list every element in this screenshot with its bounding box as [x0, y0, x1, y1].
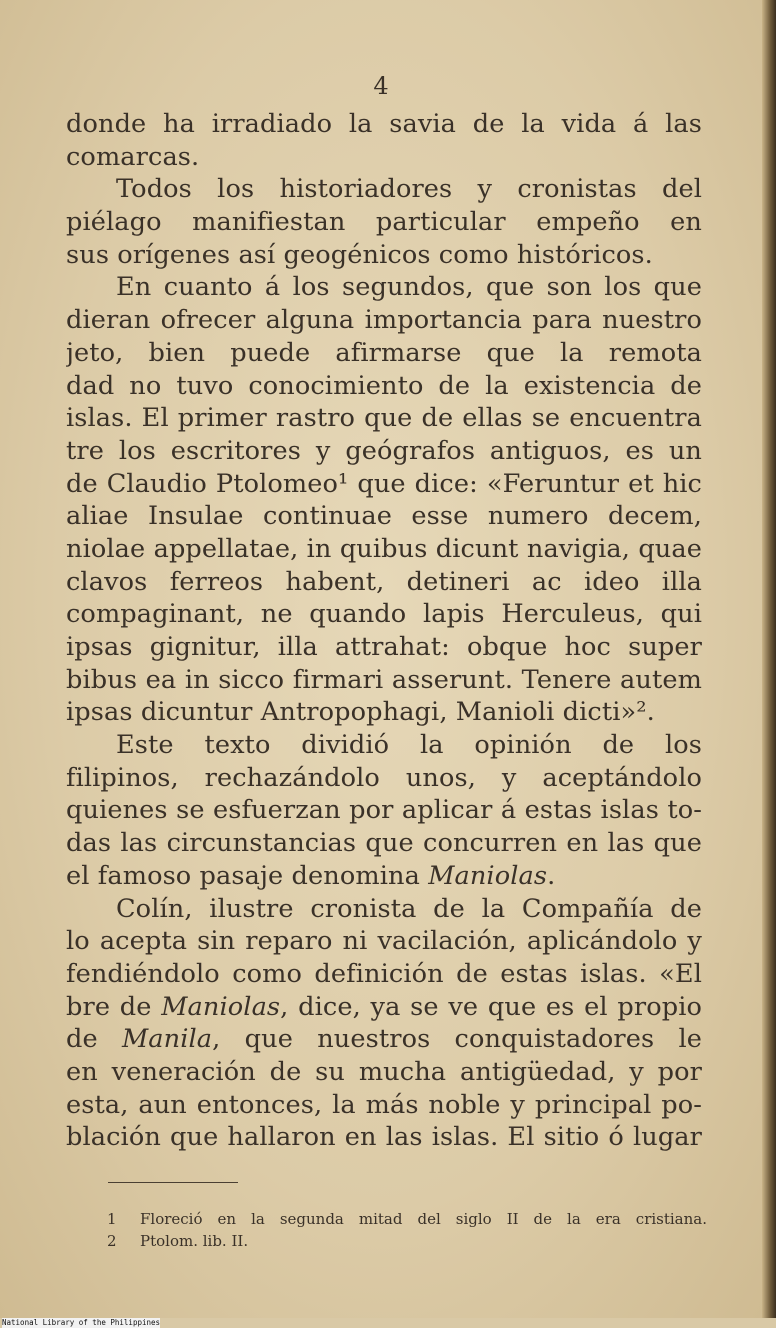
text-line-content: aliae Insulae continuae esse numero decem,: [66, 501, 702, 532]
text-line-content: ipsas dicuntur Antropophagi, Manioli dicti»².: [66, 697, 655, 728]
text-line: [66, 271, 702, 304]
text-line-content: niolae appellatae, in quibus dicunt navigia, quae: [66, 533, 702, 564]
text-line-content: bre de: [66, 991, 152, 1022]
text-line-content: bibus ea in sicco firmari asserunt. Tenere autem: [66, 664, 702, 695]
text-line-content: de: [66, 1024, 98, 1055]
text-line-content: Colín, ilustre cronista de la Compañía de: [116, 893, 702, 924]
footnote-text: Ptolom. lib. II.: [140, 1232, 249, 1250]
text-line-content: comarcas.: [66, 141, 200, 172]
text-line: [66, 468, 702, 501]
footnotes: [107, 1208, 707, 1252]
italic-word: Manila: [121, 1024, 213, 1055]
text-line: [66, 402, 702, 435]
text-line: [66, 794, 702, 827]
text-line-content: lo acepta sin reparo ni vacilación, aplicándolo y: [66, 926, 702, 957]
text-line: [66, 239, 702, 272]
text-line-content: piélago manifiestan particular empeño en: [66, 207, 702, 238]
text-line: [66, 664, 702, 697]
text-line: [66, 631, 702, 664]
text-line: [66, 108, 702, 141]
text-line: [66, 696, 702, 729]
footnote: [107, 1208, 707, 1230]
book-spine-edge: [762, 0, 776, 1318]
page-number: 4: [373, 72, 389, 100]
text-line-tail: , que nuestros conquistadores le: [212, 1024, 702, 1055]
text-line-content: islas. El primer rastro que de ellas se encuentra: [66, 403, 702, 434]
text-line: [66, 1089, 702, 1122]
text-line-content: clavos ferreos habent, detineri ac ideo illa: [66, 566, 702, 597]
library-watermark-label: National Library of the Philippines: [2, 1318, 161, 1327]
text-line-content: sus orígenes así geogénicos como históricos.: [66, 239, 653, 270]
text-line-content: Todos los historiadores y cronistas del: [116, 174, 702, 205]
text-line: [66, 991, 702, 1024]
text-line: [66, 598, 702, 631]
text-line: [66, 500, 702, 533]
text-line-content: en veneración de su mucha antigüedad, y por: [66, 1056, 702, 1087]
text-line: [66, 337, 702, 370]
text-line: [66, 860, 702, 893]
footnote-text: Floreció en la segunda mitad del siglo II de la era cristiana.: [140, 1210, 707, 1228]
text-line-content: fendiéndolo como definición de estas islas. «El: [66, 958, 702, 989]
text-line-content: dieran ofrecer alguna importancia para nuestro: [66, 305, 702, 336]
italic-word: Maniolas: [428, 860, 548, 891]
text-line: [66, 729, 702, 762]
text-line: [66, 435, 702, 468]
text-line-content: dad no tuvo conocimiento de la existencia de: [66, 370, 702, 401]
text-line-tail: , dice, ya se ve que es el propio: [280, 991, 702, 1022]
text-line: [66, 566, 702, 599]
text-line-content: blación que hallaron en las islas. El sitio ó lugar: [66, 1122, 702, 1153]
text-line: [66, 206, 702, 239]
footnote-separator: [108, 1182, 238, 1183]
text-line: [66, 925, 702, 958]
text-line: [66, 1023, 702, 1056]
text-line: [66, 1056, 702, 1089]
text-line-content: das las circunstancias que concurren en las que: [66, 828, 702, 859]
text-line-content: Este texto dividió la opinión de los: [116, 730, 702, 761]
text-line: [66, 958, 702, 991]
text-line-content: En cuanto á los segundos, que son los que: [116, 272, 702, 303]
text-line-content: tre los escritores y geógrafos antiguos, es un: [66, 435, 702, 466]
text-line-content: el famoso pasaje denomina: [66, 860, 420, 891]
text-line: [66, 827, 702, 860]
text-line-content: de Claudio Ptolomeo¹ que dice: «Feruntur et hic: [66, 468, 702, 499]
text-line-content: donde ha irradiado la savia de la vida á las: [66, 109, 702, 139]
text-line-content: ipsas gignitur, illa attrahat: obque hoc super: [66, 632, 702, 662]
text-line-content: compaginant, ne quando lapis Herculeus, qui: [66, 599, 702, 630]
text-line: [66, 1121, 702, 1154]
text-line: [66, 533, 702, 566]
text-line: [66, 893, 702, 926]
text-line: [66, 173, 702, 206]
text-line-content: quienes se esfuerzan por aplicar á estas islas to-: [66, 795, 702, 826]
body-text: [66, 108, 702, 1154]
text-line: [66, 304, 702, 337]
footnote-number: 1: [107, 1210, 117, 1228]
footnote-number: 2: [107, 1232, 117, 1250]
footnote: [107, 1230, 707, 1252]
text-line: [66, 141, 702, 174]
text-line: [66, 762, 702, 795]
text-line: [66, 370, 702, 403]
italic-word: Maniolas: [161, 991, 281, 1022]
text-line-content: jeto, bien puede afirmarse que la remota: [66, 337, 702, 368]
text-line-content: esta, aun entonces, la más noble y principal po-: [66, 1089, 702, 1120]
text-line-tail: .: [547, 860, 556, 891]
text-line-content: filipinos, rechazándolo unos, y aceptándolo: [66, 762, 702, 793]
